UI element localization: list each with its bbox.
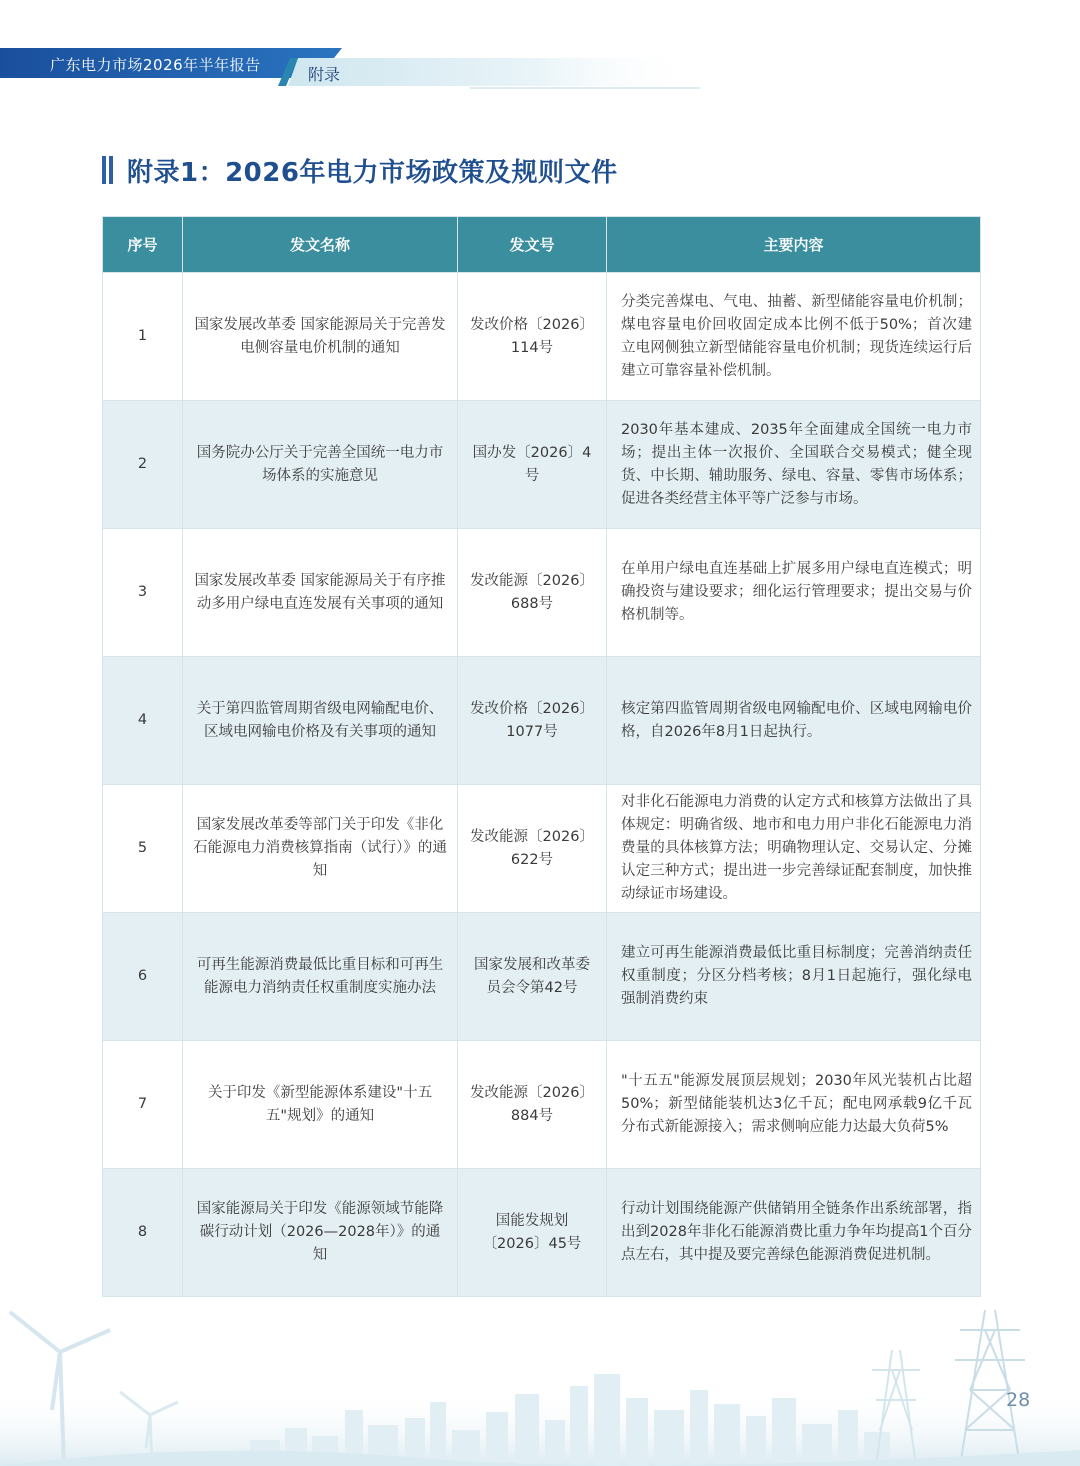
heading-bar: [102, 156, 106, 184]
cell-no: 8: [103, 1169, 183, 1297]
cell-name: 国家发展改革委等部门关于印发《非化石能源电力消费核算指南（试行）》的通知: [183, 785, 458, 913]
cell-no: 2: [103, 401, 183, 529]
cell-name: 关于印发《新型能源体系建设"十五五"规划》的通知: [183, 1041, 458, 1169]
policy-table: [102, 216, 981, 1297]
section-heading: [102, 152, 617, 188]
column-header-summary: 主要内容: [607, 217, 981, 273]
cell-summary: 建立可再生能源消费最低比重目标制度；完善消纳责任权重制度；分区分档考核；8月1日起施行，强化绿电强制消费约束: [607, 913, 981, 1041]
cell-summary: 在单用户绿电直连基础上扩展多用户绿电直连模式；明确投资与建设要求；细化运行管理要求；提出交易与价格机制等。: [607, 529, 981, 657]
cell-summary: 核定第四监管周期省级电网输配电价、区域电网输电价格，自2026年8月1日起执行。: [607, 657, 981, 785]
page-header: [0, 0, 1080, 100]
cell-name: 国家能源局关于印发《能源领域节能降碳行动计划（2026—2028年）》的通知: [183, 1169, 458, 1297]
heading-bar: [109, 156, 113, 184]
cell-doc: 发改价格〔2026〕1077号: [458, 657, 607, 785]
cell-no: 3: [103, 529, 183, 657]
cell-summary: 行动计划围绕能源产供储销用全链条作出系统部署，指出到2028年非化石能源消费比重力争年均提高1个百分点左右，其中提及要完善绿色能源消费促进机制。: [607, 1169, 981, 1297]
table-row: [103, 529, 981, 657]
city-skyline: [250, 1374, 890, 1466]
report-title: 广东电力市场2026年半年报告: [50, 56, 261, 74]
cell-name: 国务院办公厅关于完善全国统一电力市场体系的实施意见: [183, 401, 458, 529]
footer-skyline-illustration: [0, 1290, 1080, 1466]
table-row: [103, 1169, 981, 1297]
cell-doc: 发改价格〔2026〕114号: [458, 273, 607, 401]
cell-name: 国家发展改革委 国家能源局关于完善发电侧容量电价机制的通知: [183, 273, 458, 401]
cell-no: 7: [103, 1041, 183, 1169]
cell-summary: 分类完善煤电、气电、抽蓄、新型储能容量电价机制；煤电容量电价回收固定成本比例不低于50%；首次建立电网侧独立新型储能容量电价机制；现货连续运行后建立可靠容量补偿机制。: [607, 273, 981, 401]
cell-summary: 2030年基本建成、2035年全面建成全国统一电力市场；提出主体一次报价、全国联合交易模式；健全现货、中长期、辅助服务、绿电、容量、零售市场体系；促进各类经营主体平等广泛参与市场。: [607, 401, 981, 529]
cell-doc: 国家发展和改革委员会令第42号: [458, 913, 607, 1041]
cell-name: 关于第四监管周期省级电网输配电价、区域电网输电价格及有关事项的通知: [183, 657, 458, 785]
table-row: [103, 657, 981, 785]
column-header-doc: 发文号: [458, 217, 607, 273]
cell-name: 国家发展改革委 国家能源局关于有序推动多用户绿电直连发展有关事项的通知: [183, 529, 458, 657]
section-tag: 附录: [308, 65, 341, 84]
cell-doc: 发改能源〔2026〕622号: [458, 785, 607, 913]
header-banner: [0, 0, 1080, 100]
cell-doc: 发改能源〔2026〕884号: [458, 1041, 607, 1169]
cell-no: 5: [103, 785, 183, 913]
cell-no: 1: [103, 273, 183, 401]
table-row: [103, 401, 981, 529]
table-row: [103, 785, 981, 913]
page-number: 28: [1006, 1389, 1031, 1411]
cell-name: 可再生能源消费最低比重目标和可再生能源电力消纳责任权重制度实施办法: [183, 913, 458, 1041]
cell-summary: 对非化石能源电力消费的认定方式和核算方法做出了具体规定：明确省级、地市和电力用户非化石能源电力消费量的具体核算方法；明确物理认定、交易认定、分摊认定三种方式；提出进一步完善绿证配套制度，加快推动绿证市场建设。: [607, 785, 981, 913]
cell-summary: "十五五"能源发展顶层规划；2030年风光装机占比超50%；新型储能装机达3亿千瓦；配电网承载9亿千瓦分布式新能源接入；需求侧响应能力达最大负荷5%: [607, 1041, 981, 1169]
column-header-name: 发文名称: [183, 217, 458, 273]
table-row: [103, 1041, 981, 1169]
table-row: [103, 273, 981, 401]
cell-doc: 发改能源〔2026〕688号: [458, 529, 607, 657]
column-header-no: 序号: [103, 217, 183, 273]
table-row: [103, 913, 981, 1041]
table-header-row: [103, 217, 981, 273]
cell-no: 6: [103, 913, 183, 1041]
cell-doc: 国办发〔2026〕4号: [458, 401, 607, 529]
heading-text: 附录1：2026年电力市场政策及规则文件: [127, 157, 618, 188]
cell-doc: 国能发规划〔2026〕45号: [458, 1169, 607, 1297]
cell-no: 4: [103, 657, 183, 785]
